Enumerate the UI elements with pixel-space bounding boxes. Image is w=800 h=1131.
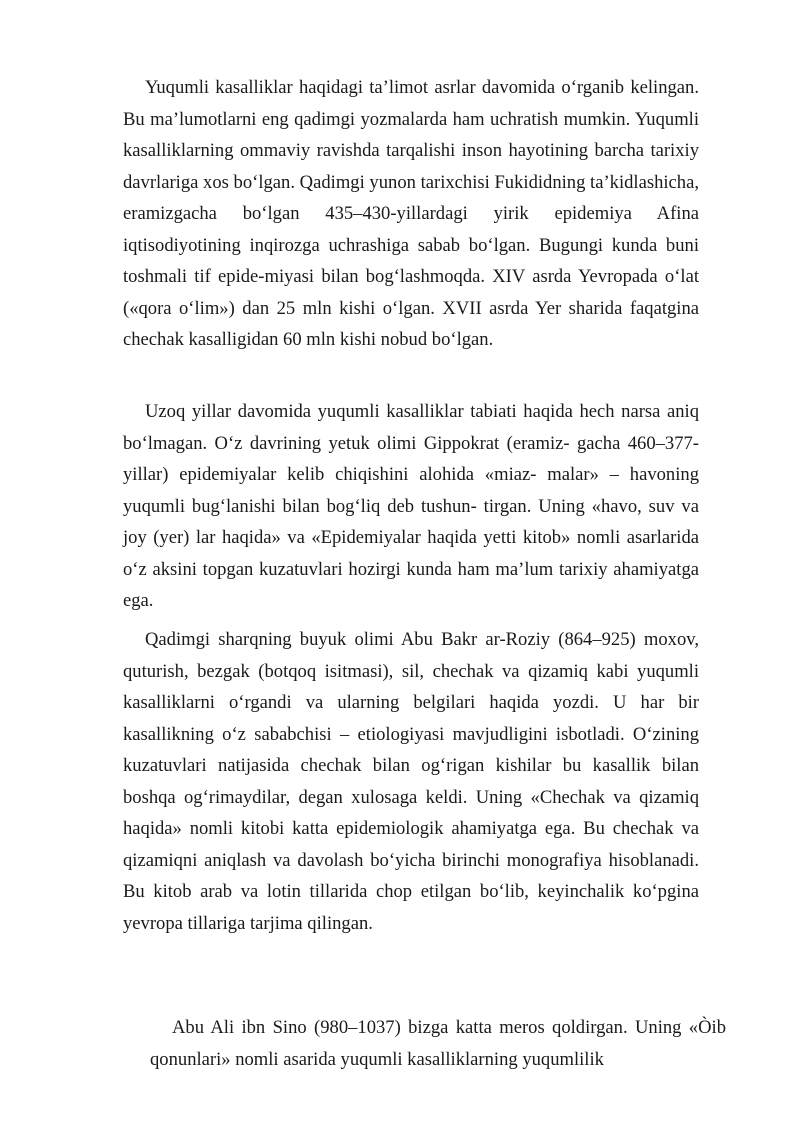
- paragraph-ar-roziy: Qadimgi sharqning buyuk olimi Abu Bakr ar-Roziy (864–925) moxov, quturish, bezgak (botqoq isitmasi), sil, chechak va qizamiq kabi yuqumli kasalliklarni o‘rgandi va ularning belgilari haqida yozdi. U har bir kasallikning o‘z sababchisi – etiologiyasi mavjudligini isbotladi. O‘zining kuzatuvlari natijasida chechak bilan og‘rigan kishilar bu kasallik bilan boshqa og‘rimaydilar, degan xulosaga keldi. Uning «Chechak va qizamiq haqida» nomli kitobi katta epidemiologik ahamiyatga ega. Bu chechak va qizamiqni aniqlash va davolash bo‘yicha birinchi monografiya hisoblanadi. Bu kitob arab va lotin tillarida chop etilgan bo‘lib, keyinchalik ko‘pgina yevropa tillariga tarjima qilingan.: [123, 629, 699, 934]
- paragraph-history-intro: Yuqumli kasalliklar haqidagi ta’limot asrlar davomida o‘rganib kelingan. Bu ma’lumotlarni eng qadimgi yozmalarda ham uchratish mumkin. Yuqumli kasalliklarning ommaviy ravishda tarqalishi inson hayotining barcha tarixiy davrlariga xos bo‘lgan. Qadimgi yunon tarixchisi Fukididning ta’kidlashicha, eramizgacha bo‘lgan 435–430-yillardagi yirik epidemiya Afina iqtisodiyotining inqirozga uchrashiga sabab bo‘lgan. Bugungi kunda buni toshmali tif epide-miyasi bilan bog‘lashmoqda. XIV asrda Yevropada o‘lat («qora o‘lim») dan 25 mln kishi o‘lgan. XVII asrda Yer sharida faqatgina chechak kasalligidan 60 mln kishi nobud bo‘lgan.: [123, 77, 699, 350]
- paragraph-ibn-sino: Abu Ali ibn Sino (980–1037) bizga katta meros qoldirgan. Uning «Òib qonunlari» nomli asarida yuqumli kasalliklarning yuqumlilik: [150, 1017, 726, 1070]
- paragraph-hippocrates: Uzoq yillar davomida yuqumli kasalliklar tabiati haqida hech narsa aniq bo‘lmagan. O‘z davrining yetuk olimi Gippokrat (eramiz- gacha 460–377-yillar) epidemiyalar kelib chiqishini alohida «miaz- malar» – havoning yuqumli bug‘lanishi bilan bog‘liq deb tushun- tirgan. Uning «havo, suv va joy (yer) lar haqida» va «Epidemiyalar haqida yetti kitob» nomli asarlarida o‘z aksini topgan kuzatuvlari hozirgi kunda ham ma’lum tarixiy ahamiyatga ega.: [123, 401, 699, 611]
